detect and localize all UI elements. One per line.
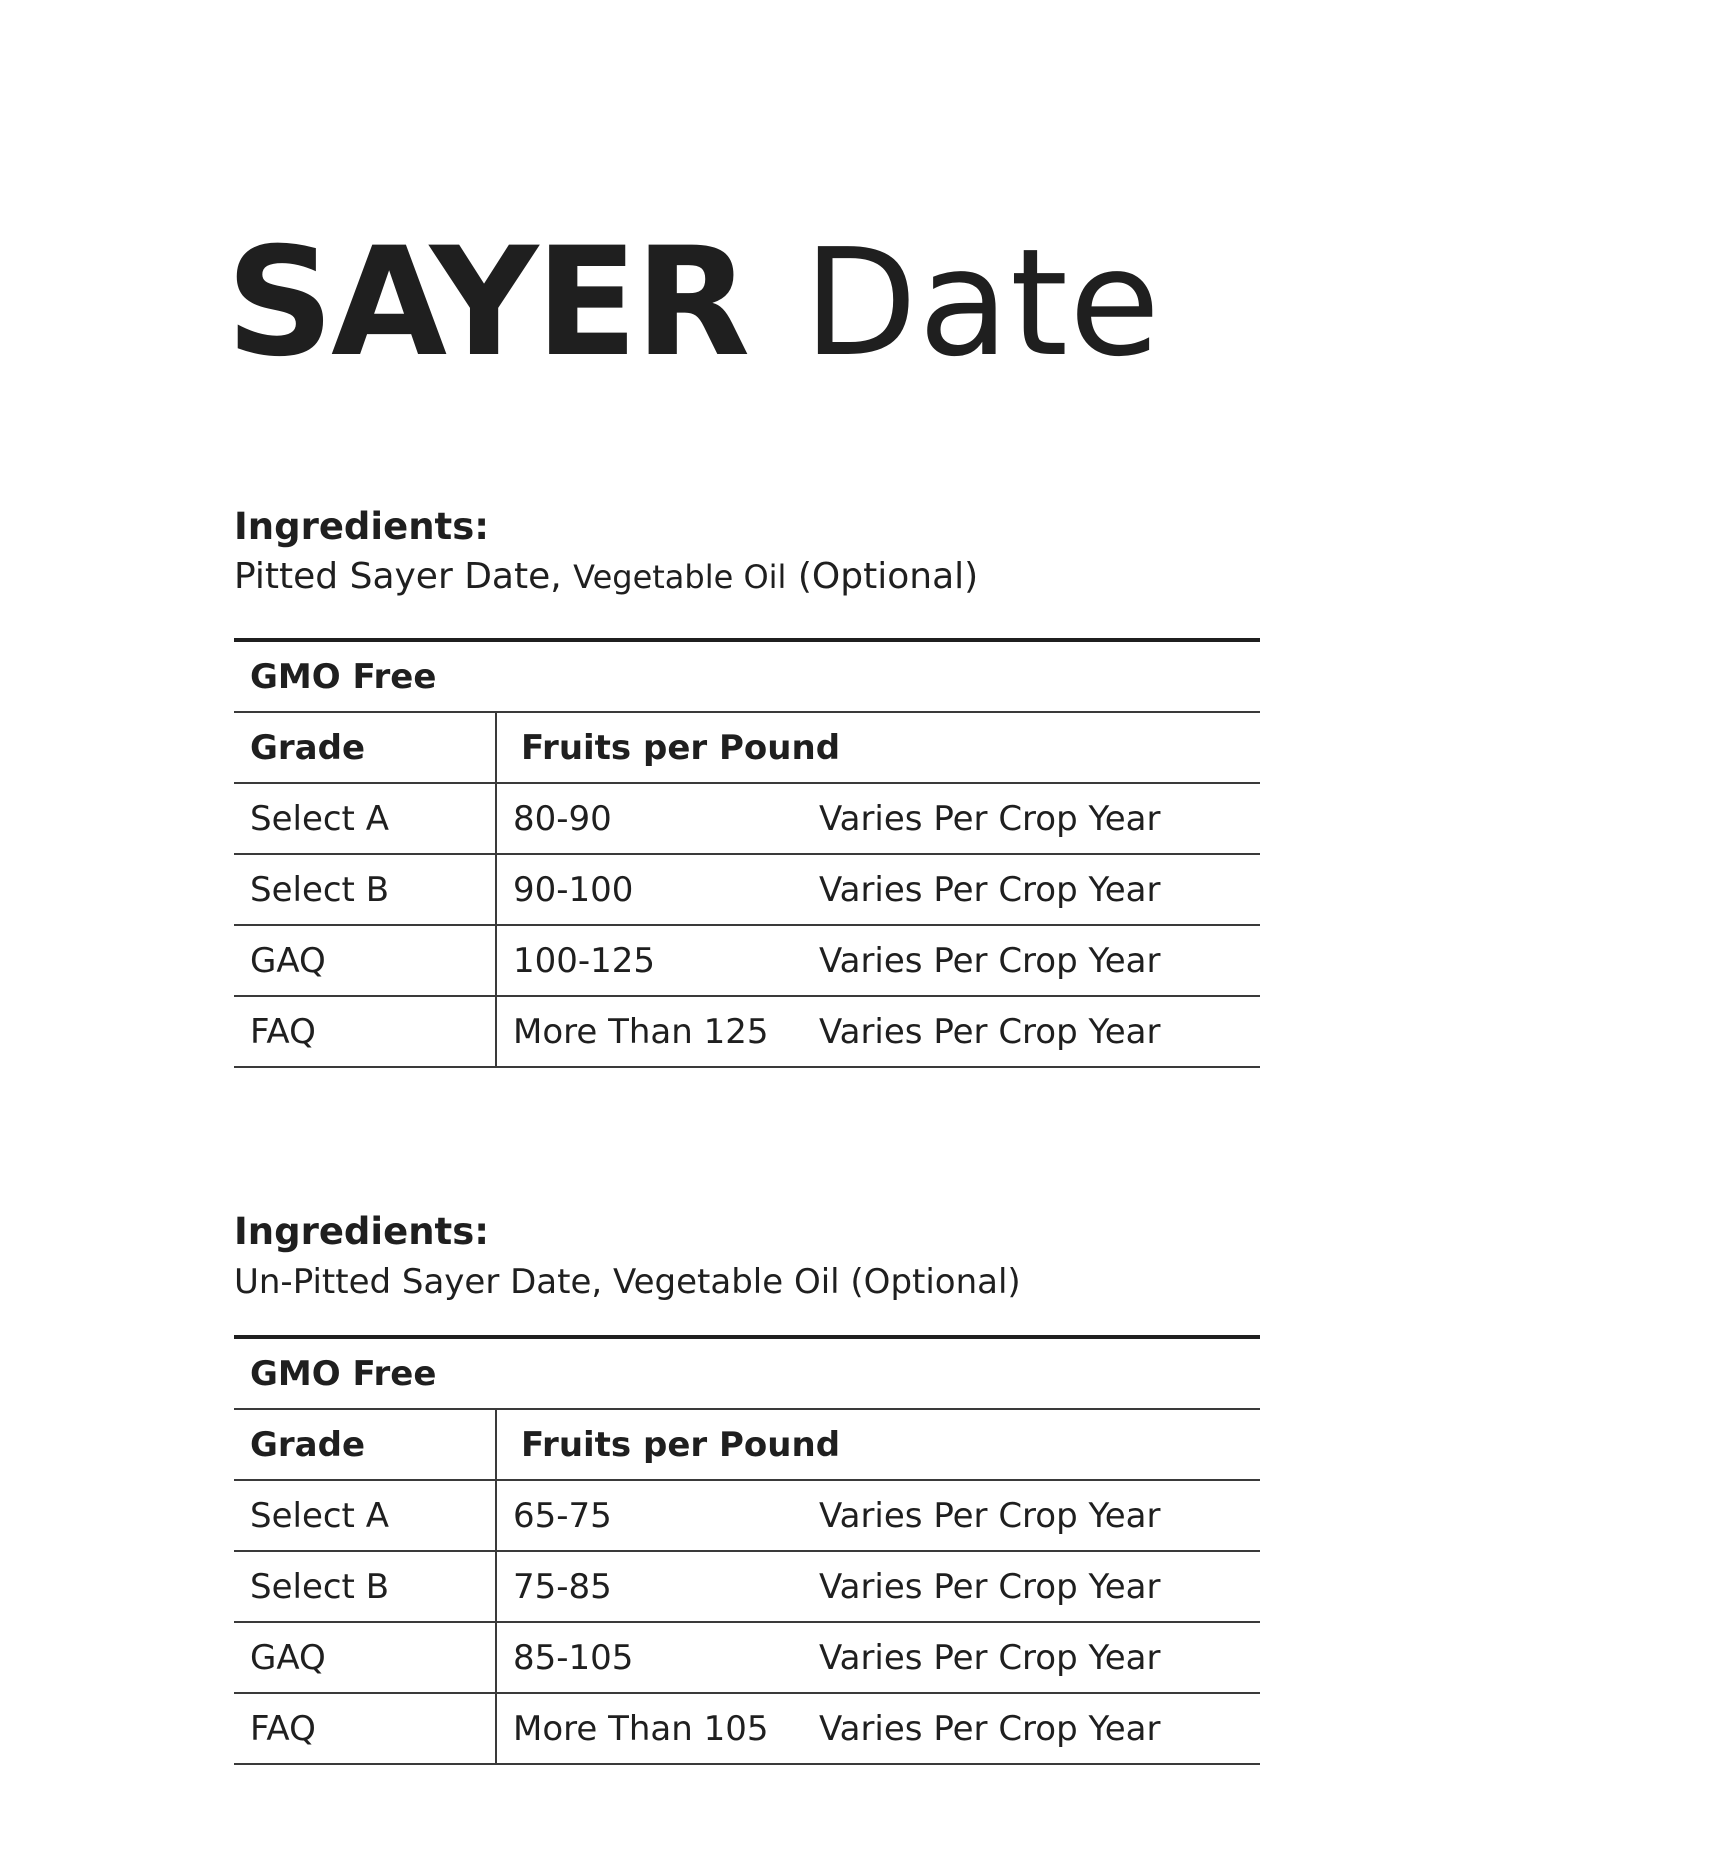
product-section-pitted <box>234 502 1260 1052</box>
note-cell: Varies Per Crop Year <box>803 1622 1260 1693</box>
grade-cell: Select A <box>234 1480 496 1551</box>
grade-table <box>234 1335 1260 1765</box>
fruits-cell: 75-85 <box>496 1551 803 1622</box>
note-cell: Varies Per Crop Year <box>803 996 1260 1067</box>
grade-cell: Select B <box>234 1551 496 1622</box>
ingredients-label: Ingredients: <box>234 1210 490 1253</box>
table-row <box>234 925 1260 996</box>
table-row <box>234 1551 1260 1622</box>
ingredients-text: Un-Pitted Sayer Date, Vegetable Oil (Optional) <box>234 1262 1021 1302</box>
table-row <box>234 996 1260 1067</box>
note-cell: Varies Per Crop Year <box>803 783 1260 854</box>
fruits-cell: 100-125 <box>496 925 803 996</box>
header-grade: Grade <box>234 1409 496 1480</box>
table-row <box>234 1693 1260 1764</box>
table-header-row <box>234 1409 1260 1480</box>
table-row <box>234 854 1260 925</box>
note-cell: Varies Per Crop Year <box>803 854 1260 925</box>
note-cell: Varies Per Crop Year <box>803 1693 1260 1764</box>
table-header-row <box>234 712 1260 783</box>
ingredients-text <box>234 552 1260 602</box>
note-cell: Varies Per Crop Year <box>803 925 1260 996</box>
grade-cell: FAQ <box>234 996 496 1067</box>
page-title <box>226 216 1162 390</box>
header-fruits-per-pound: Fruits per Pound <box>496 712 1260 783</box>
fruits-cell: More Than 105 <box>496 1693 803 1764</box>
table-row-gmo <box>234 1337 1260 1409</box>
ingredients-optional: (Optional) <box>797 556 979 597</box>
grade-cell: GAQ <box>234 925 496 996</box>
gmo-free-label: GMO Free <box>234 1337 1260 1409</box>
header-fruits-per-pound: Fruits per Pound <box>496 1409 1260 1480</box>
grade-cell: GAQ <box>234 1622 496 1693</box>
note-cell: Varies Per Crop Year <box>803 1551 1260 1622</box>
ingredients-oil: Vegetable Oil <box>573 558 787 596</box>
fruits-cell: More Than 125 <box>496 996 803 1067</box>
fruits-cell: 85-105 <box>496 1622 803 1693</box>
grade-cell: FAQ <box>234 1693 496 1764</box>
grade-cell: Select B <box>234 854 496 925</box>
grade-table <box>234 638 1260 1068</box>
grade-cell: Select A <box>234 783 496 854</box>
product-section-unpitted <box>234 1207 1260 1749</box>
title-brand: SAYER <box>226 216 748 390</box>
ingredients-main: Pitted Sayer Date, <box>234 556 562 597</box>
gmo-free-label: GMO Free <box>234 640 1260 712</box>
title-product: Date <box>803 217 1162 389</box>
note-cell: Varies Per Crop Year <box>803 1480 1260 1551</box>
table-row <box>234 1480 1260 1551</box>
table-row <box>234 783 1260 854</box>
table-row-gmo <box>234 640 1260 712</box>
fruits-cell: 90-100 <box>496 854 803 925</box>
header-grade: Grade <box>234 712 496 783</box>
table-row <box>234 1622 1260 1693</box>
ingredients-label: Ingredients: <box>234 505 490 548</box>
fruits-cell: 80-90 <box>496 783 803 854</box>
fruits-cell: 65-75 <box>496 1480 803 1551</box>
